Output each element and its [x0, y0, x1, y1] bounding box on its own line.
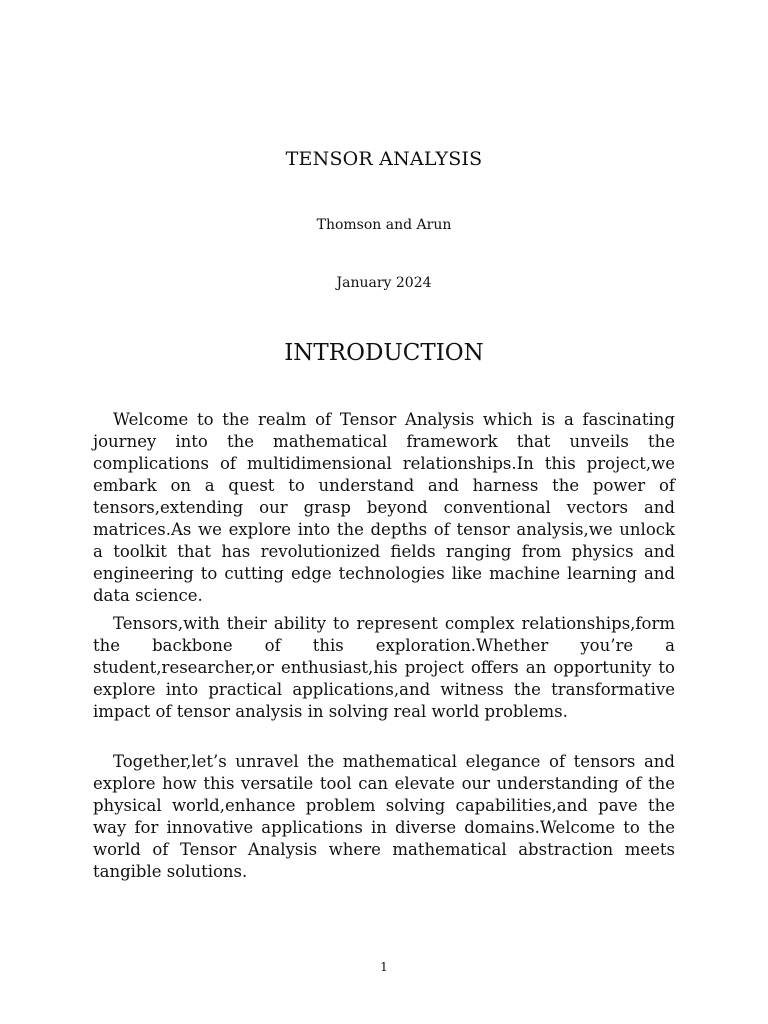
page-number: 1 [380, 960, 388, 974]
document-author: Thomson and Arun [316, 217, 452, 233]
document-date: January 2024 [336, 275, 432, 291]
document-title: TENSOR ANALYSIS [285, 148, 483, 170]
paragraph-2: Tensors,with their ability to represent complex relationships,form the backbone of this exploration.Whether you’re a student,researcher,or enthusiast,his project offers an opportunity to explore into practical applications,and witness the transformative impact of tensor analysis in solving real world problems. [93, 614, 675, 721]
section-heading: INTRODUCTION [284, 340, 484, 366]
paragraph-1: Welcome to the realm of Tensor Analysis which is a fascinating journey into the mathematical framework that unveils the complications of multidimensional relationships.In this project,we embark on a quest to understand and harness the power of tensors,extending our grasp beyond conventional vectors and matrices.As we explore into the depths of tensor analysis,we unlock a toolkit that has revolutionized fields ranging from physics and engineering to cutting edge technologies like machine learning and data science. [93, 410, 675, 605]
paragraph-3: Together,let’s unravel the mathematical elegance of tensors and explore how this versatile tool can elevate our understanding of the physical world,enhance problem solving capabilities,and pave the way for innovative applications in diverse domains.Welcome to the world of Tensor Analysis where mathematical abstraction meets tangible solutions. [93, 752, 675, 881]
